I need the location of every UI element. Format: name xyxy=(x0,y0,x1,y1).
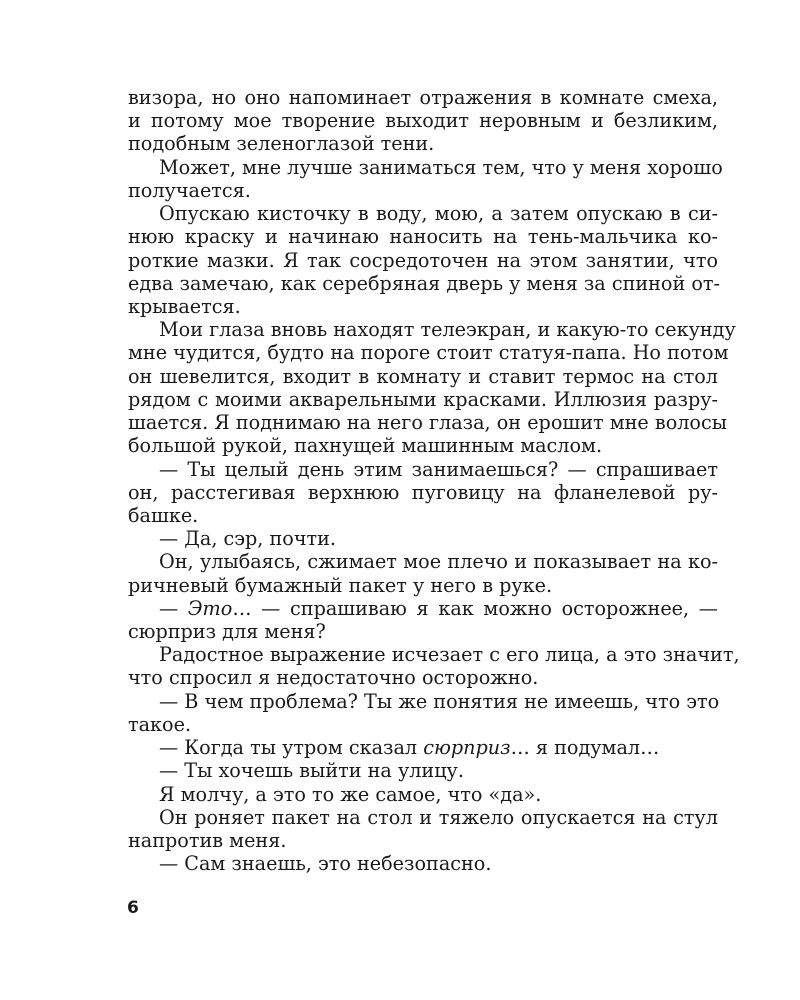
text-fragment: … — спрашиваю я как можно осторожнее, — xyxy=(232,596,718,620)
body-text xyxy=(128,86,740,876)
text-line xyxy=(128,736,718,759)
text-line: — Сам знаешь, это небезопасно. xyxy=(159,852,492,876)
text-line: башке. xyxy=(128,503,199,527)
text-line: что спросил я недостаточно осторожно. xyxy=(128,666,539,690)
text-line: роткие мазки. Я так сосредоточен на этом занятии, что xyxy=(128,248,718,272)
text-line: — В чем проблема? Ты же понятия не имеешь, что это xyxy=(159,689,720,713)
text-line: Радостное выражение исчезает с его лица, а это значит, xyxy=(159,643,740,667)
text-line: шается. Я поднимаю на него глаза, он ерошит мне волосы xyxy=(128,411,728,435)
text-line: большой рукой, пахнущей машинным маслом. xyxy=(128,434,603,458)
text-line: Может, мне лучше заниматься тем, что у меня хорошо xyxy=(159,155,723,179)
italic-fragment: сюрприз xyxy=(423,736,511,760)
text-line: и потому мое творение выходит неровным и безликим, xyxy=(128,109,718,133)
italic-fragment: Это xyxy=(187,596,233,620)
text-line: нюю краску и начинаю наносить на тень-мальчика ко- xyxy=(128,225,718,249)
text-line: Он роняет пакет на стол и тяжело опускается на стул xyxy=(159,805,718,829)
text-line: — Да, сэр, почти. xyxy=(159,527,337,551)
text-line: Он, улыбаясь, сжимает мое плечо и показывает на ко- xyxy=(159,550,718,574)
text-line: мне чудится, будто на пороге стоит статуя-папа. Но потом xyxy=(128,341,729,365)
page-number: 6 xyxy=(127,898,139,918)
text-fragment: — xyxy=(159,596,188,620)
text-line: Опускаю кисточку в воду, мою, а затем опускаю в си- xyxy=(159,202,718,226)
text-line: сюрприз для меня? xyxy=(128,620,326,644)
text-line: Мои глаза вновь находят телеэкран, и какую-то секунду xyxy=(159,318,736,342)
text-fragment: — Когда ты утром сказал xyxy=(159,736,424,760)
text-fragment: … я подумал… xyxy=(510,736,660,760)
text-line: визора, но оно напоминает отражения в комнате смеха, xyxy=(128,86,718,109)
text-line: напротив меня. xyxy=(128,829,287,852)
text-line: он шевелится, входит в комнату и ставит термос на стол xyxy=(128,364,718,388)
text-line: Я молчу, а это то же самое, что «да». xyxy=(159,782,542,806)
text-line: едва замечаю, как серебряная дверь у меня за спиной от- xyxy=(128,271,721,295)
text-line: ричневый бумажный пакет у него в руке. xyxy=(128,573,553,597)
text-line xyxy=(128,597,718,620)
text-line: подобным зеленоглазой тени. xyxy=(128,132,435,156)
text-line: такое. xyxy=(128,712,192,736)
text-line: — Ты целый день этим занимаешься? — спрашивает xyxy=(159,457,718,481)
text-line: рядом с моими акварельными красками. Иллюзия разру- xyxy=(128,387,718,411)
text-line: он, расстегивая верхнюю пуговицу на фланелевой ру- xyxy=(128,480,718,504)
text-line: — Ты хочешь выйти на улицу. xyxy=(159,759,464,783)
text-line: получается. xyxy=(128,178,251,202)
text-line: крывается. xyxy=(128,294,241,318)
